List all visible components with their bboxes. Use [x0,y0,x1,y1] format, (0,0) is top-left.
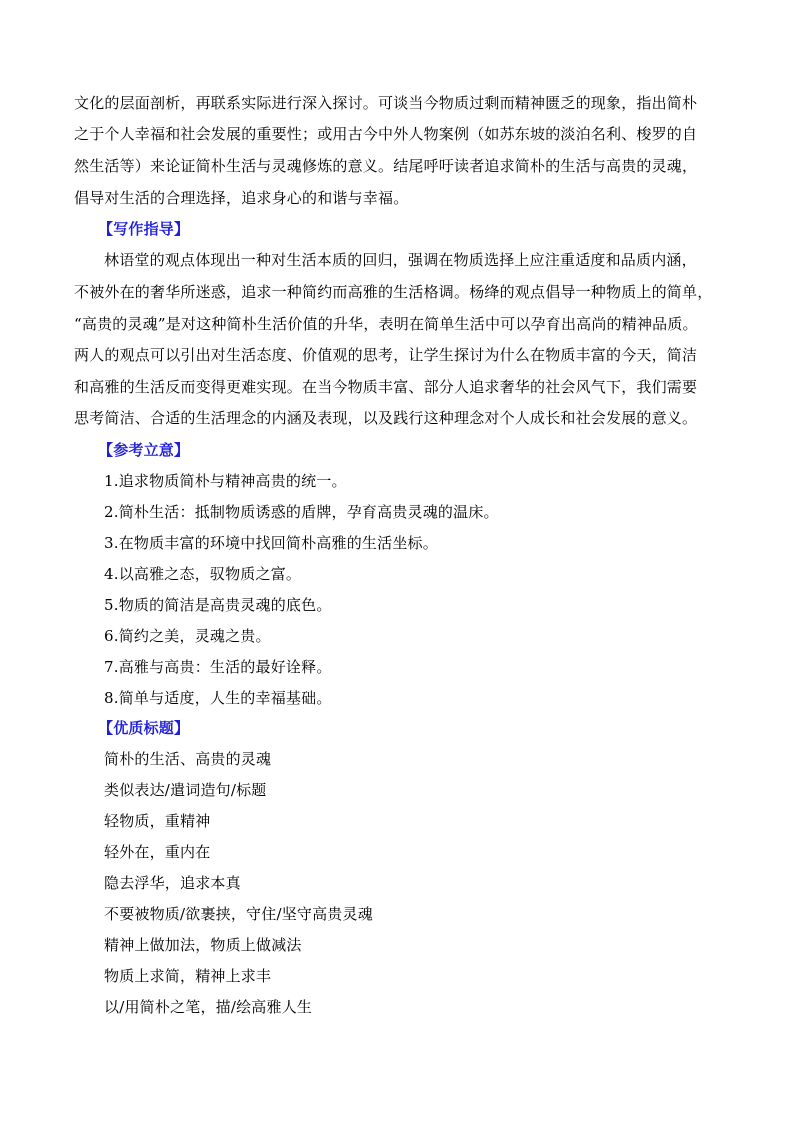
guidance-line: 不被外在的奢华所迷惑，追求一种简约而高雅的生活格调。杨绛的观点倡导一种物质上的简单， [74,283,713,301]
section-heading-ideas: 【参考立意】 [98,441,190,459]
title-item: 精神上做加法，物质上做减法 [104,936,302,954]
idea-item: 4.以高雅之态，驭物质之富。 [104,565,302,583]
guidance-line: 两人的观点可以引出对生活态度、价值观的思考，让学生探讨为什么在物质丰富的今天，简洁 [74,346,698,364]
title-item: 不要被物质/欲裹挟，守住/坚守高贵灵魂 [104,905,373,923]
guidance-line: 思考简洁、合适的生活理念的内涵及表现，以及践行这种理念对个人成长和社会发展的意义。 [74,409,698,427]
idea-item: 7.高雅与高贵：生活的最好诠释。 [104,658,332,676]
title-item: 轻物质，重精神 [104,812,211,830]
title-item: 以/用简朴之笔，描/绘高雅人生 [104,998,313,1016]
title-item: 隐去浮华，追求本真 [104,874,241,892]
idea-item: 3.在物质丰富的环境中找回简朴高雅的生活坐标。 [104,534,438,552]
idea-item: 1.追求物质简朴与精神高贵的统一。 [104,472,347,490]
guidance-line: “高贵的灵魂”是对这种简朴生活价值的升华，表明在简单生活中可以孕育出高尚的精神品质。 [74,315,698,333]
guidance-line: 和高雅的生活反而变得更难实现。在当今物质丰富、部分人追求奢华的社会风气下，我们需要 [74,378,698,396]
title-item: 物质上求简，精神上求丰 [104,967,272,985]
intro-line: 倡导对生活的合理选择，追求身心的和谐与幸福。 [74,189,409,207]
guidance-line: 林语堂的观点体现出一种对生活本质的回归，强调在物质选择上应注重适度和品质内涵， [104,251,697,269]
intro-line: 之于个人幸福和社会发展的重要性；或用古今中外人物案例（如苏东坡的淡泊名利、梭罗的自 [74,125,698,143]
idea-item: 8.简单与适度，人生的幸福基础。 [104,689,332,707]
title-item: 类似表达/遣词造句/标题 [104,781,267,799]
idea-item: 2.简朴生活：抵制物质诱惑的盾牌，孕育高贵灵魂的温床。 [104,503,499,521]
section-heading-guidance: 【写作指导】 [98,220,190,238]
intro-line: 然生活等）来论证简朴生活与灵魂修炼的意义。结尾呼吁读者追求简朴的生活与高贵的灵魂， [74,157,698,175]
idea-item: 5.物质的简洁是高贵灵魂的底色。 [104,596,332,614]
title-item: 轻外在，重内在 [104,843,211,861]
section-heading-titles: 【优质标题】 [98,719,190,737]
intro-line: 文化的层面剖析，再联系实际进行深入探讨。可谈当今物质过剩而精神匮乏的现象，指出简朴 [74,94,698,112]
title-item: 简朴的生活、高贵的灵魂 [104,750,272,768]
idea-item: 6.简约之美，灵魂之贵。 [104,627,271,645]
